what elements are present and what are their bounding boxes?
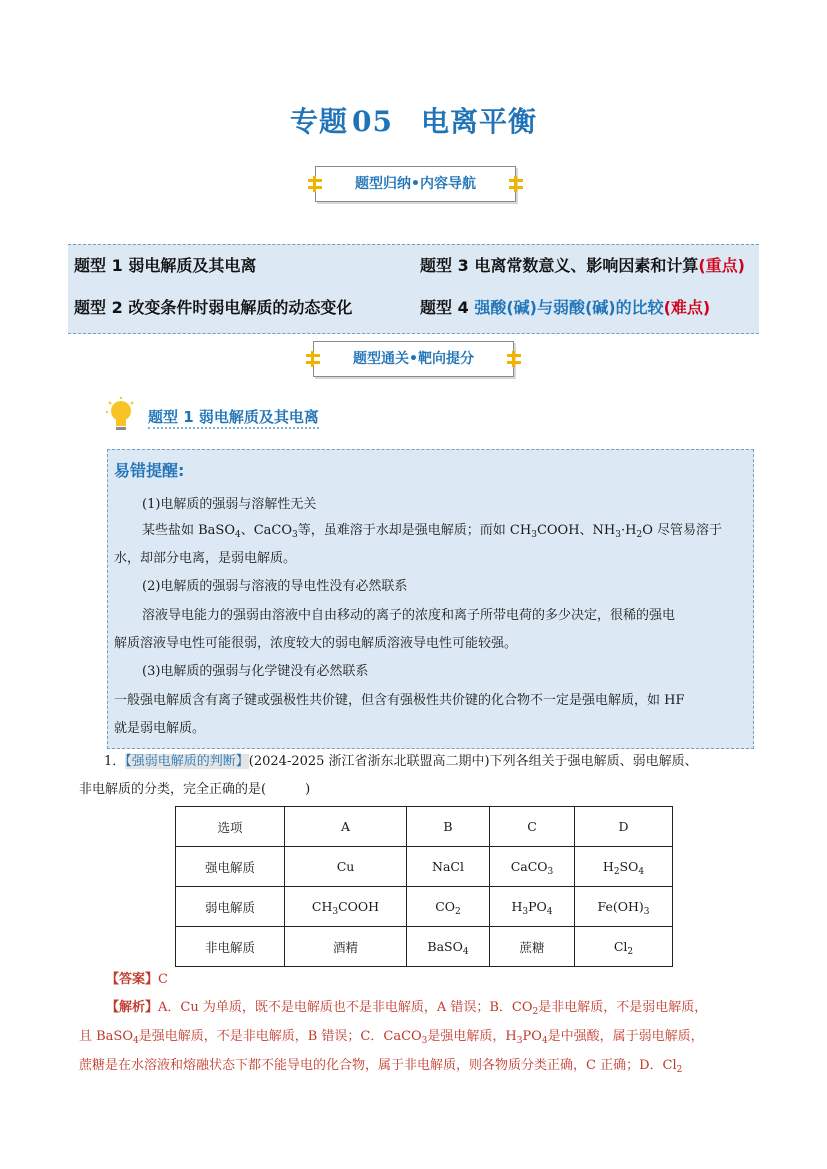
tip-text: 解质溶液导电性可能很弱，浓度较大的弱电解质溶液导电性可能较强。 <box>114 636 518 651</box>
key-point-badge: (重点) <box>698 256 745 275</box>
table-row <box>176 807 673 847</box>
table-cell: 酒精 <box>285 927 407 967</box>
table-row <box>176 887 673 927</box>
table-cell: 蔗糖 <box>490 927 575 967</box>
tip-text: 一般强电解质含有离子键或强极性共价键，但含有强极性共价键的化合物不一定是强电解质，如 HF <box>114 693 685 708</box>
nav-banner-practice: 题型通关•靶向提分 <box>313 341 514 377</box>
tip-point-1: (1)电解质的强弱与溶解性无关 <box>142 497 317 512</box>
table-cell: $Cl_2$ <box>575 927 673 967</box>
table-header: B <box>407 807 490 847</box>
bracket-decoration-icon <box>507 354 521 364</box>
table-cell: $CO_2$ <box>407 887 490 927</box>
bracket-decoration-icon <box>308 179 322 189</box>
table-row <box>176 927 673 967</box>
table-cell: NaCl <box>407 847 490 887</box>
tip-heading: 易错提醒: <box>114 461 185 480</box>
table-row <box>176 847 673 887</box>
table-cell: 强电解质 <box>176 847 285 887</box>
toc-item-1[interactable]: 题型 1 弱电解质及其电离 <box>74 256 257 275</box>
lightbulb-icon <box>106 396 136 434</box>
analysis-line-1: 【解析】A．Cu 为单质，既不是电解质也不是非电解质，A 错误；B．$CO_2$是非电解质，不是弱电解质， <box>106 1000 708 1017</box>
table-header: 选项 <box>176 807 285 847</box>
question-1: 1．【强弱电解质的判断】(2024-2025 浙江省浙东北联盟高二期中)下列各组关于强电解质、弱电解质、 <box>104 754 698 769</box>
question-tag: 【强弱电解质的判断】 <box>125 754 249 769</box>
tip-point-2: (2)电解质的强弱与溶液的导电性没有必然联系 <box>142 579 408 594</box>
table-cell: $CH_3COOH$ <box>285 887 407 927</box>
nav-banner-content: 题型归纳•内容导航 <box>315 166 516 202</box>
table-cell: $Fe(OH)_3$ <box>575 887 673 927</box>
error-tip-box <box>107 449 754 749</box>
table-cell: Cu <box>285 847 407 887</box>
answer: 【答案】C <box>106 972 168 987</box>
table-cell: 弱电解质 <box>176 887 285 927</box>
tip-text: 溶液导电能力的强弱由溶液中自由移动的离子的浓度和离子所带电荷的多少决定，很稀的强电 <box>142 608 676 623</box>
table-cell: $H_2SO_4$ <box>575 847 673 887</box>
table-header: D <box>575 807 673 847</box>
difficult-badge: (难点) <box>663 298 711 317</box>
tip-text: 就是弱电解质。 <box>114 721 206 736</box>
bracket-decoration-icon <box>306 354 320 364</box>
table-cell: CaCO$_3$ <box>490 847 575 887</box>
toc-item-3[interactable]: 题型 3 电离常数意义、影响因素和计算(重点) <box>420 256 745 275</box>
tip-point-3: (3)电解质的强弱与化学键没有必然联系 <box>142 664 369 679</box>
toc-item-2[interactable]: 题型 2 改变条件时弱电解质的动态变化 <box>74 298 353 317</box>
options-table <box>175 806 673 967</box>
bracket-decoration-icon <box>509 179 523 189</box>
table-header: A <box>285 807 407 847</box>
page-title: 专题 05 电离平衡 <box>290 105 537 138</box>
topic-toc <box>68 244 759 334</box>
table-cell: 非电解质 <box>176 927 285 967</box>
table-cell: $H_3PO_4$ <box>490 887 575 927</box>
tip-text: 某些盐如 BaSO$_4$、CaCO$_3$等，虽难溶于水却是强电解质；而如 $CH_3COOH$、$NH_3\cdot H_2O$ 尽管易溶于 <box>142 523 722 540</box>
analysis-line-3: 蔗糖是在水溶液和熔融状态下都不能导电的化合物，属于非电解质，则各物质分类正确，C 正确；D．$Cl_2$ <box>79 1058 683 1075</box>
analysis-line-2: 且 BaSO$_4$是强电解质，不是非电解质，B 错误；C．CaCO$_3$是强电解质，$H_3PO_4$是中强酸，属于弱电解质， <box>79 1029 704 1046</box>
toc-item-4[interactable]: 题型 4 强酸(碱)与弱酸(碱)的比较(难点) <box>420 298 711 317</box>
table-header: C <box>490 807 575 847</box>
table-cell: BaSO$_4$ <box>407 927 490 967</box>
tip-text: 水，却部分电离，是弱电解质。 <box>114 551 297 566</box>
question-text: 非电解质的分类，完全正确的是( ) <box>79 782 311 797</box>
